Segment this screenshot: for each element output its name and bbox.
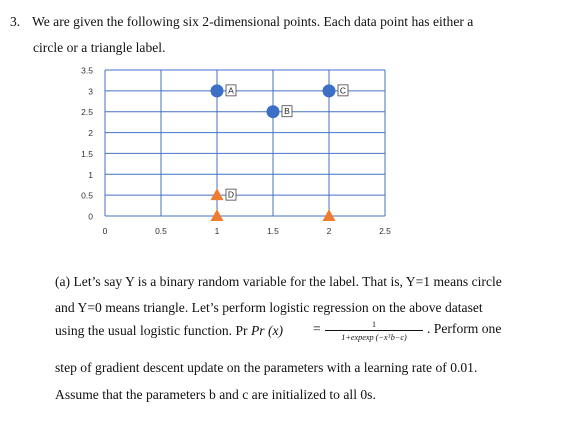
point-label: C (339, 85, 347, 96)
equals-sign: = (313, 321, 321, 336)
data-points (211, 84, 349, 221)
fraction-bar (325, 330, 423, 331)
x-tick-label: 2.5 (379, 226, 391, 236)
x-tick-label: 2 (326, 226, 332, 236)
part-a-line-5: Assume that the parameters b and c are initialized to all 0s. (55, 387, 376, 402)
part-a-line-3-pre: using the usual logistic function. Pr (55, 323, 248, 338)
point-label: D (227, 189, 235, 200)
y-tick-label: 2 (88, 128, 93, 139)
part-a-line-4: step of gradient descent update on the parameters with a learning rate of 0.01. (55, 360, 478, 375)
fraction-denominator: 1+expexp (−xᵀb−c) (341, 333, 407, 342)
y-tick-labels (81, 66, 93, 222)
triangle-point-5 (323, 209, 336, 221)
x-tick-label: 0.5 (155, 226, 167, 236)
probability-function: Pr (x) (250, 323, 284, 338)
triangle-point-4 (211, 209, 224, 221)
x-tick-label: 0 (102, 226, 108, 236)
part-a-line-2: and Y=0 means triangle. Let’s perform logistic regression on the above dataset (55, 300, 483, 315)
triangle-point-D (211, 188, 224, 200)
x-tick-label: 1.5 (267, 226, 279, 236)
y-tick-label: 3.5 (81, 65, 93, 76)
question-line-2: circle or a triangle label. (33, 40, 166, 55)
question-intro (10, 9, 555, 61)
fraction-numerator: 1 (372, 320, 376, 329)
logistic-fraction (325, 320, 423, 343)
y-tick-label: 0 (88, 211, 93, 222)
x-tick-labels (103, 226, 392, 236)
y-tick-label: 1 (88, 169, 93, 180)
y-tick-label: 1.5 (81, 148, 93, 159)
scatter-chart (60, 58, 400, 258)
circle-point-B (267, 105, 280, 118)
y-tick-label: 3 (88, 86, 93, 97)
y-tick-label: 0.5 (81, 190, 93, 201)
question-number: 3. (10, 14, 21, 29)
question-line-1: We are given the following six 2-dimensional points. Each data point has either a (32, 14, 474, 29)
y-tick-label: 2.5 (81, 107, 93, 118)
point-label: B (284, 106, 290, 117)
point-label: A (228, 85, 234, 96)
circle-point-A (211, 84, 224, 97)
part-a-line-3-post: . Perform one (427, 321, 502, 336)
part-a-line-1: (a) Let’s say Y is a binary random variable for the label. That is, Y=1 means circle (55, 274, 502, 289)
x-tick-label: 1 (214, 226, 220, 236)
circle-point-C (323, 84, 336, 97)
